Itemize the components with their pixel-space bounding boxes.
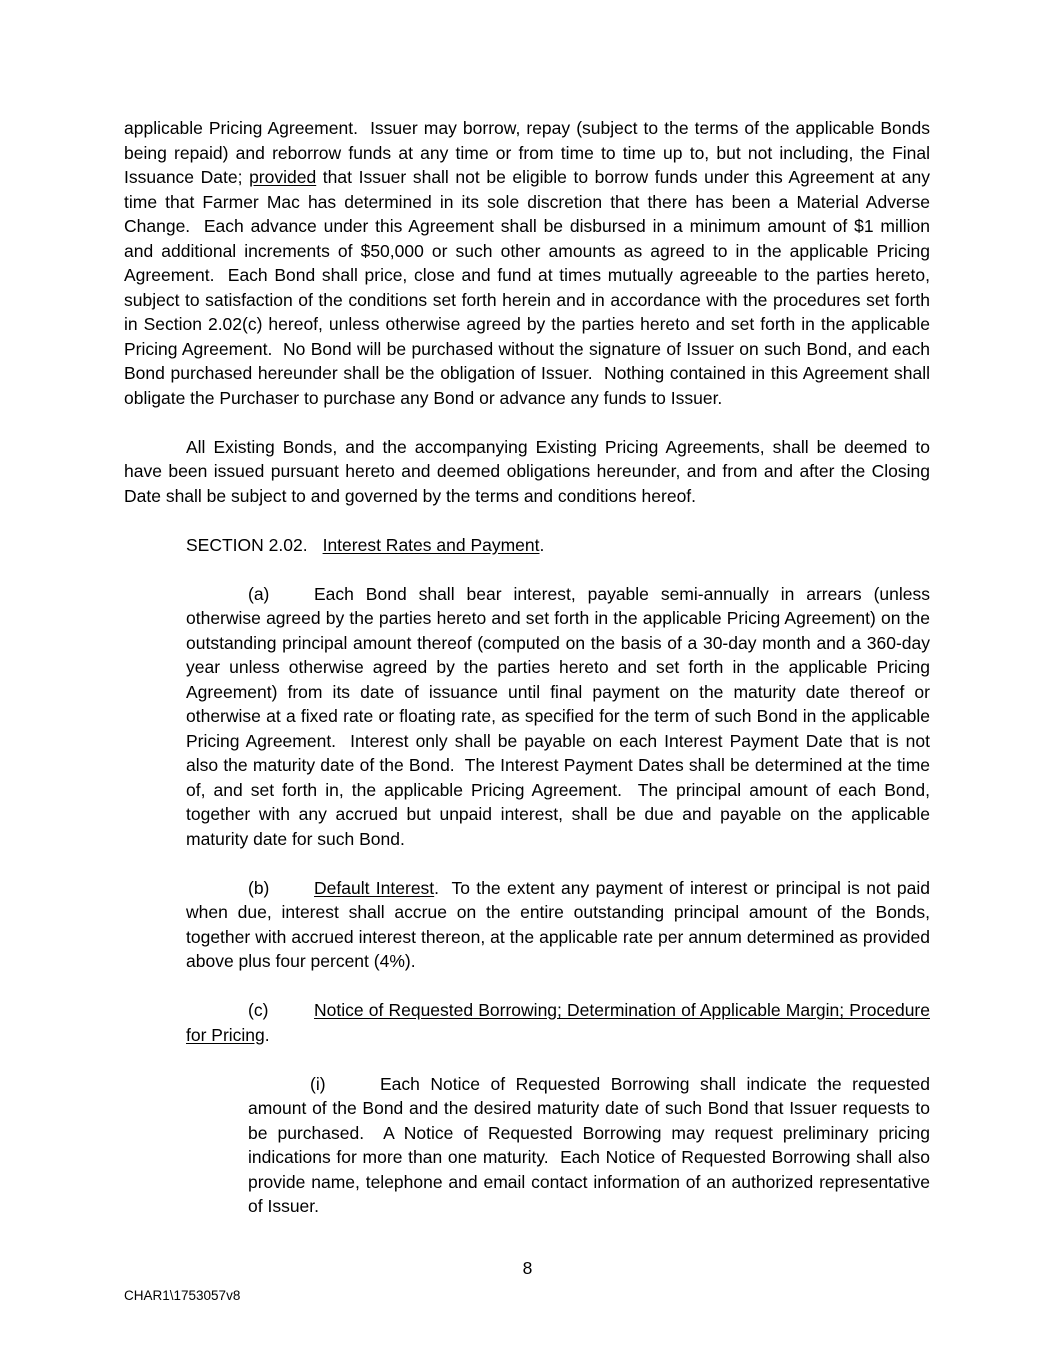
paragraph-c-i-text: Each Notice of Requested Borrowing shall indicate the requested amount of the Bond and the desired maturity date of such Bond that Issuer requests to be purchased. A Notice of Requested Borrowing may request preliminary pricing indications for more than one maturity. Each Notice of Requested Borrowing shall also provide name, telephone and email contact information of an authorized representative of Issuer. <box>248 1073 930 1216</box>
paragraph-a-text: Each Bond shall bear interest, payable semi-annually in arrears (unless otherwise agreed by the parties hereto and set forth in the applicable Pricing Agreement) on the outstanding principal amount thereof (computed on the basis of a 30-day month and a 360-day year unless otherwise agreed by the parties hereto and set forth in the applicable Pricing Agreement) from its date of issuance until final payment on the maturity date thereof or otherwise at a fixed rate or floating rate, as specified for the term of such Bond in the applicable Pricing Agreement. Interest only shall be payable on each Interest Payment Date that is not also the maturity date of the Bond. The Interest Payment Dates shall be determined at the time of, and set forth in, the applicable Pricing Agreement. The principal amount of each Bond, together with any accrued but unpaid interest, shall be due and payable on the applicable maturity date for such Bond. <box>186 583 930 849</box>
paragraph-continuation-text-cont: that Issuer shall not be eligible to borrow funds under this Agreement at any time that Farmer Mac has determined in its sole discretion that there has been a Material Adverse Change. Each advance under this Agreement shall be disbursed in a minimum amount of $1 million and additional increments of $50,000 or such other amounts as agreed to in the applicable Pricing Agreement. Each Bond shall price, close and fund at times mutually agreeable to the parties hereto, subject to satisfaction of the conditions set forth herein and in accordance with the procedures set forth in Section 2.02(c) hereof, unless otherwise agreed by the parties hereto and set forth in the applicable Pricing Agreement. No Bond will be purchased without the signature of Issuer on such Bond, and each Bond purchased hereunder shall be the obligation of Issuer. Nothing contained in this Agreement shall obligate the Purchaser to purchase any Bond or advance any funds to Issuer. <box>124 167 930 408</box>
section-2-02-title-underlined: Interest Rates and Payment <box>322 534 540 555</box>
section-2-02-label: SECTION 2.02. <box>186 534 308 555</box>
paragraph-c-period: . <box>264 1024 270 1045</box>
paragraph-b-label: (b) <box>248 877 270 898</box>
section-2-02-period: . <box>539 534 545 555</box>
section-2-02-heading <box>124 533 930 558</box>
default-interest-underlined: Default Interest <box>314 877 435 898</box>
paragraph-a <box>186 582 930 852</box>
paragraph-a-label: (a) <box>248 583 270 604</box>
paragraph-existing-bonds-text: All Existing Bonds, and the accompanying Existing Pricing Agreements, shall be deemed to have been issued pursuant hereto and deemed obligations hereunder, and from and after the Closing Date shall be subject to and governed by the terms and conditions hereof. <box>124 436 930 506</box>
paragraph-continuation-text: applicable Pricing Agreement. Issuer may borrow, repay (subject to the terms of the applicable Bonds being repaid) and reborrow funds at any time or from time to time up to, but not including, the Final Issuance Date; <box>124 118 930 187</box>
notice-of-requested-borrowing-underlined: Notice of Requested Borrowing; Determination of Applicable Margin; Procedure for Pricing <box>186 1000 930 1045</box>
paragraph-c-i-label: (i) <box>310 1073 326 1094</box>
paragraph-existing-bonds <box>124 435 930 509</box>
paragraph-c-i <box>248 1072 930 1219</box>
document-id-footer: CHAR1\1753057v8 <box>124 1288 241 1303</box>
paragraph-b <box>186 876 930 974</box>
paragraph-c-heading <box>186 998 930 1047</box>
paragraph-c-label: (c) <box>248 1000 269 1020</box>
provided-term-underlined: provided <box>249 167 317 187</box>
paragraph-continuation <box>124 116 930 410</box>
page-number: 8 <box>522 1258 533 1278</box>
paragraph-b-text: . To the extent any payment of interest or principal is not paid when due, interest shall accrue on the entire outstanding principal amount of the Bonds, together with accrued interest thereon, at the applicable rate per annum determined as provided above plus four percent (4%). <box>186 877 930 971</box>
